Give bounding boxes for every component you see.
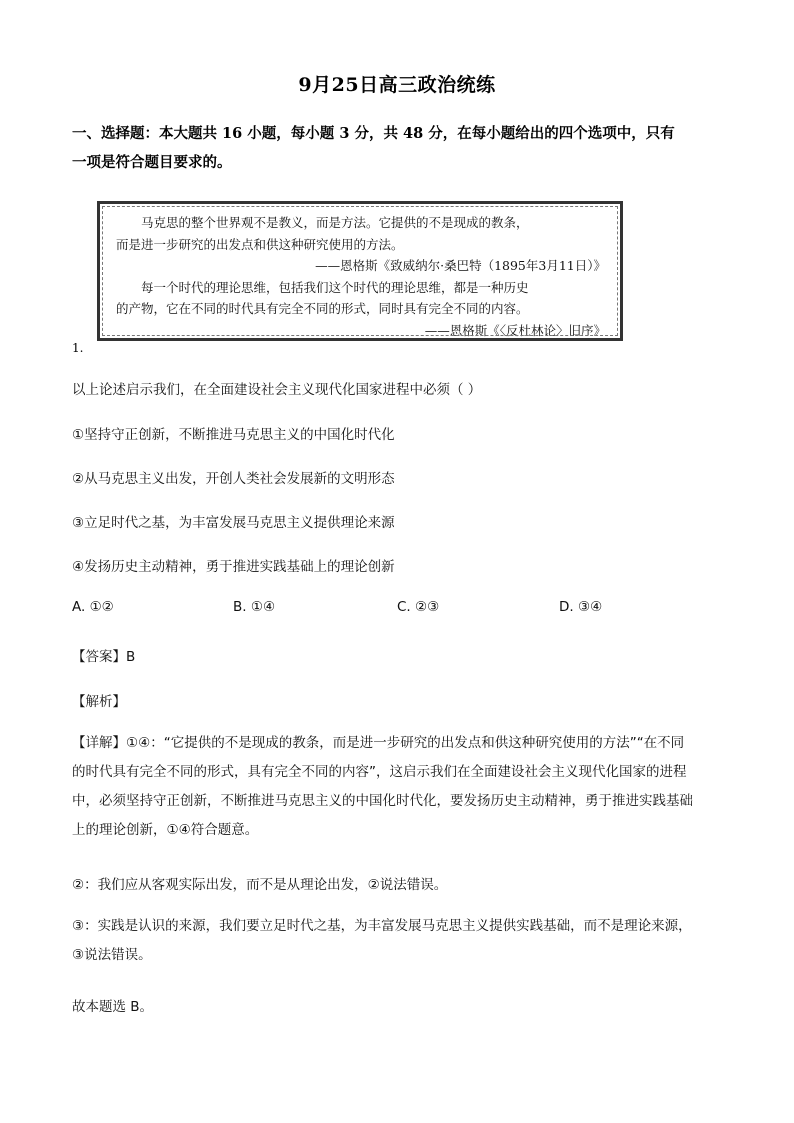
question-number: 1.	[72, 341, 84, 355]
analysis-point-3-line-1: ③：实践是认识的来源，我们要立足时代之基，为丰富发展马克思主义提供实践基础，而不是理论来源，	[72, 918, 692, 934]
quote-p1-source: ——恩格斯《致威纳尔·桑巴特（1895年3月11日）》	[315, 258, 606, 273]
analysis-detail-line-4: 上的理论创新，①④符合题意。	[72, 822, 259, 838]
analysis-point-3-line-2: ③说法错误。	[72, 947, 152, 963]
quote-p2-source: ——恩格斯《〈反杜林论〉旧序》	[424, 322, 606, 338]
section-heading	[72, 119, 724, 177]
answer-options	[0, 599, 794, 619]
analysis-detail	[72, 729, 726, 845]
question-stem: 以上论述启示我们，在全面建设社会主义现代化国家进程中必须（ ）	[72, 382, 482, 398]
analysis-detail-line-1	[72, 729, 726, 758]
statement-item-4: ④发扬历史主动精神，勇于推进实践基础上的理论创新	[72, 559, 395, 575]
option-b: B. ①④	[233, 599, 276, 615]
page-title: 9月25日高三政治统练	[298, 74, 496, 96]
quote-p2-line-2: 的产物，它在不同的时代具有完全不同的形式，同时具有完全不同的内容。	[116, 301, 529, 316]
statement-item-2: ②从马克思主义出发，开创人类社会发展新的文明形态	[72, 471, 395, 487]
statement-item-1: ①坚持守正创新，不断推进马克思主义的中国化时代化	[72, 427, 395, 443]
section-heading-line-1: 一、选择题：本大题共 16 小题，每小题 3 分，共 48 分，在每小题给出的四个选项中，只有	[72, 125, 675, 142]
analysis-detail-line-3: 中，必须坚持守正创新，不断推进马克思主义的中国化时代化，要发扬历史主动精神，勇于推进实践基础	[72, 793, 693, 809]
option-d: D. ③④	[559, 599, 603, 615]
quote-material-box	[97, 201, 623, 341]
answer-value: B	[126, 649, 136, 665]
analysis-point-3	[72, 912, 726, 970]
detail-label: 【详解】	[72, 735, 126, 751]
detail-text-1: ①④：“它提供的不是现成的教条，而是进一步研究的出发点和供这种研究使用的方法”“在不同	[126, 735, 685, 751]
quote-p1-line-1: 马克思的整个世界观不是教义，而是方法。它提供的不是现成的教条，	[141, 215, 529, 230]
analysis-conclusion: 故本题选 B。	[72, 999, 154, 1015]
quote-p2-line-1: 每一个时代的理论思维，包括我们这个时代的理论思维，都是一种历史	[141, 279, 529, 295]
analysis-label: 【解析】	[72, 694, 126, 710]
section-heading-line-2: 一项是符合题目要求的。	[72, 154, 232, 171]
quote-p1-line-2: 而是进一步研究的出发点和供这种研究使用的方法。	[116, 236, 404, 252]
option-c: C. ②③	[397, 599, 440, 615]
analysis-detail-line-2: 的时代具有完全不同的形式，具有完全不同的内容”，这启示我们在全面建设社会主义现代化国家的进程	[72, 764, 687, 780]
answer-line	[72, 645, 726, 665]
answer-label: 【答案】	[72, 649, 126, 665]
option-a: A. ①②	[72, 599, 114, 615]
analysis-point-2: ②：我们应从客观实际出发，而不是从理论出发，②说法错误。	[72, 877, 448, 893]
statement-item-3: ③立足时代之基，为丰富发展马克思主义提供理论来源	[72, 515, 395, 531]
